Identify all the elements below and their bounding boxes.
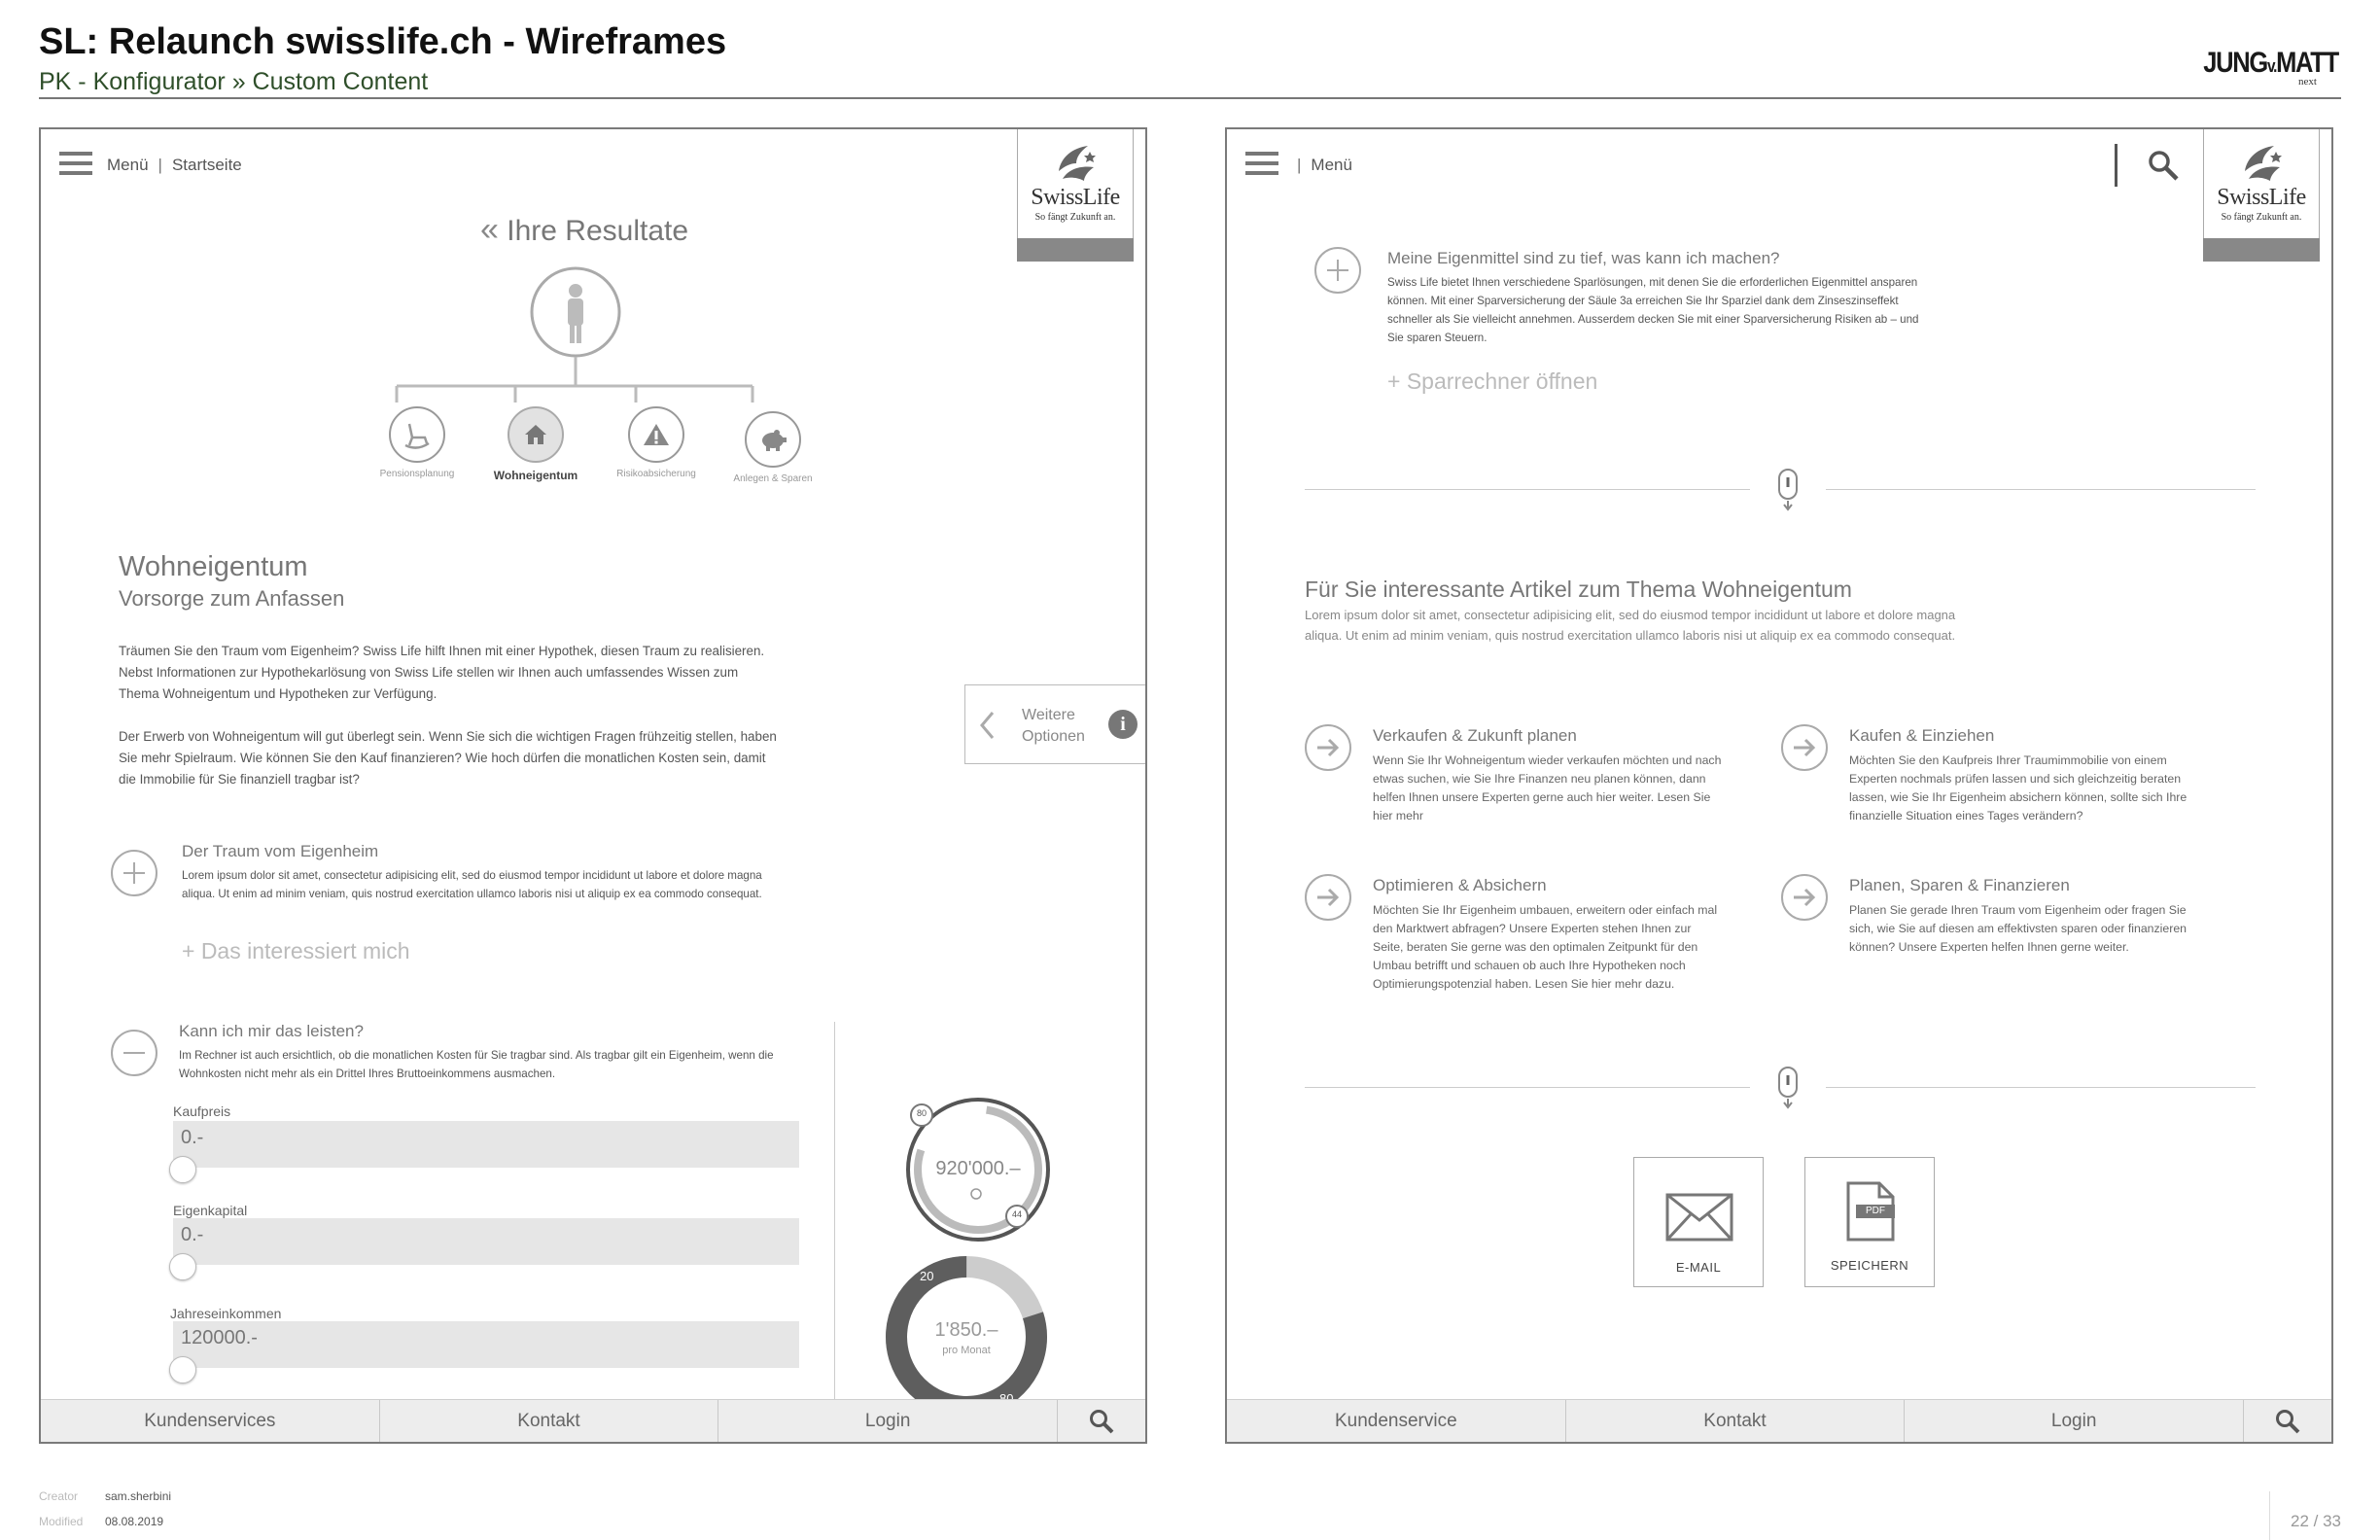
nav-menu-link[interactable]: Menü [1311, 156, 1352, 174]
price-gauge-badge-top: 80 [916, 1108, 927, 1118]
page-number-divider [2269, 1491, 2270, 1540]
article-optimieren[interactable]: Optimieren & Absichern Möchten Sie Ihr Eigenheim umbauen, erweitern oder einfach mal den Marktwert abfragen? Unsere Experten stehen Ihnen zur Seite, beraten Sie gerne was den optimalen Zeitpunkt für den Umbau betrifft und schauen ob auch Ihre Hypotheken noch Optimierungspotenzial haben. Lesen Sie hier mehr dazu. [1373, 876, 1718, 991]
expand-plus-icon[interactable] [1314, 247, 1361, 294]
left-footer-bar [41, 1399, 1145, 1442]
info-icon[interactable]: i [1108, 710, 1138, 739]
footer-contact[interactable]: Kontakt [380, 1400, 719, 1442]
equity-field[interactable]: 0.- [173, 1218, 799, 1265]
more-options-tab[interactable] [964, 684, 1147, 764]
price-gauge-badge-bottom: 44 [1011, 1209, 1022, 1219]
swisslife-logo[interactable]: SwissLife So fängt Zukunft an. [2203, 127, 2320, 262]
arrow-right-icon[interactable] [1781, 874, 1828, 921]
nav-home-link[interactable]: Startseite [171, 156, 242, 174]
results-title: Ihre Resultate [507, 215, 689, 247]
right-footer-bar [1227, 1399, 2331, 1442]
search-icon [1088, 1408, 1115, 1435]
person-icon [568, 284, 583, 343]
double-chevron-left-icon: « [480, 211, 499, 248]
category-wohneigentum[interactable]: Wohneigentum [471, 406, 601, 482]
footer-customer-service[interactable]: Kundenservices [41, 1400, 380, 1442]
scroll-mouse-icon [1773, 468, 1802, 512]
search-icon[interactable] [2147, 149, 2180, 182]
annual-income-slider-handle[interactable] [169, 1356, 196, 1383]
header-divider [2115, 144, 2118, 187]
arrow-right-icon[interactable] [1305, 874, 1351, 921]
collapse-minus-icon[interactable] [111, 1030, 158, 1076]
category-pensionsplanung[interactable]: Pensionsplanung [352, 406, 482, 479]
purchase-price-label: Kaufpreis [173, 1103, 231, 1119]
dream-text: Lorem ipsum dolor sit amet, consectetur adipisicing elit, sed do eiusmod tempor incididunt ut labore et dolore magna aliqua. Ut enim ad minim veniam, quis nostrud exercitation ullamco laboris nisi ut aliquip ex ea commodo consequat. [182, 869, 762, 900]
chevron-left-icon [979, 711, 997, 740]
document-title: SL: Relaunch swisslife.ch - Wireframes [39, 21, 727, 62]
nav-menu-link[interactable]: Menü [107, 156, 149, 174]
articles-title: Für Sie interessante Artikel zum Thema Wohneigentum [1305, 577, 1852, 602]
modified-label: Modified [39, 1515, 84, 1528]
dream-title: Der Traum vom Eigenheim [182, 842, 379, 860]
dream-interest-link[interactable]: + Das interessiert mich [182, 938, 410, 963]
left-wireframe-screen [39, 127, 1147, 1444]
intro-paragraph-2: Der Erwerb von Wohneigentum will gut überlegt sein. Wenn Sie sich die wichtigen Fragen frühzeitig stellen, haben Sie mehr Spielraum. Wie können Sie den Kauf finanzieren? Wie hoch dürfen die monatlichen Kosten sein, damit die Immobilie für Sie finanziell tragbar ist? [119, 729, 777, 787]
top-navigation: Menü | Startseite [107, 156, 242, 174]
arrow-right-icon[interactable] [1305, 724, 1351, 771]
modified-value: 08.08.2019 [105, 1515, 164, 1528]
footer-contact[interactable]: Kontakt [1566, 1400, 1906, 1442]
afford-text: Im Rechner ist auch ersichtlich, ob die monatlichen Kosten für Sie tragbar sind. Als tragbar gilt ein Eigenheim, wenn die Wohnkosten nicht mehr als ein Drittel Ihres Bruttoeinkommens ausmachen. [179, 1049, 774, 1080]
hamburger-menu-icon[interactable] [59, 152, 92, 175]
creator-label: Creator [39, 1489, 79, 1503]
category-anlegen-sparen[interactable]: Anlegen & Sparen [708, 411, 838, 484]
hamburger-menu-icon[interactable] [1245, 152, 1278, 175]
swisslife-logo[interactable]: SwissLife So fängt Zukunft an. [1017, 127, 1134, 262]
own-funds-text: Swiss Life bietet Ihnen verschiedene Sparlösungen, mit denen Sie die erforderlichen Eigenmittel ansparen können. Mit einer Sparversicherung der Säule 3a erreichen Sie Ihr Sparziel dank dem Zinseszinseffekt schneller als Sie vielleicht annehmen. Ausserdem decken Sie mit einer Sparversicherung Risiken ab – und Sie sparen Steuern. [1387, 276, 1919, 344]
afford-title: Kann ich mir das leisten? [179, 1022, 364, 1040]
more-options-label: Weitere Optionen [1022, 707, 1085, 745]
annual-income-label: Jahreseinkommen [170, 1306, 282, 1321]
email-share-button[interactable]: E-MAIL [1633, 1157, 1764, 1287]
search-icon [2274, 1408, 2301, 1435]
envelope-icon [1665, 1193, 1733, 1242]
purchase-price-slider-handle[interactable] [169, 1156, 196, 1183]
article-planen[interactable]: Planen, Sparen & Finanzieren Planen Sie gerade Ihren Traum vom Eigenheim oder fragen Sie sich, wie Sie auf diesen am effektivsten sparen oder finanzieren können? Unsere Experten helfen Ihnen gerne weiter. [1849, 876, 2188, 954]
right-wireframe-screen [1225, 127, 2333, 1444]
equity-label: Eigenkapital [173, 1203, 248, 1218]
creator-value: sam.sherbini [105, 1489, 172, 1503]
expand-plus-icon[interactable] [111, 850, 158, 896]
footer-customer-service[interactable]: Kundenservice [1227, 1400, 1566, 1442]
savings-calculator-link[interactable]: + Sparrechner öffnen [1387, 368, 1598, 394]
monthly-cost-value: 1'850.– [934, 1319, 998, 1341]
equity-slider-handle[interactable] [169, 1253, 196, 1280]
annual-income-field[interactable]: 120000.- [173, 1321, 799, 1368]
calculator-divider [834, 1022, 835, 1403]
save-pdf-button[interactable]: PDF SPEICHERN [1804, 1157, 1935, 1287]
purchase-price-field[interactable]: 0.- [173, 1121, 799, 1168]
swisslife-mark-icon [2241, 142, 2284, 183]
section-title: Wohneigentum [119, 551, 308, 582]
article-verkaufen[interactable]: Verkaufen & Zukunft planen Wenn Sie Ihr Wohneigentum wieder verkaufen möchten und nach etwas suchen, wie Sie Ihre Finanzen neu planen können, dann helfen Ihnen unsere Experten gerne auch hier weiter. Lesen Sie hier mehr [1373, 726, 1722, 822]
intro-paragraph-1: Träumen Sie den Traum vom Eigenheim? Swiss Life hilft Ihnen mit einer Hypothek, diesen Traum zu realisieren. Nebst Informationen zur Hypothekarlösung von Swiss Life stellen wir Ihnen auch umfassendes Wissen zum Thema Wohneigentum und Hypotheken zur Verfügung. [119, 644, 765, 701]
house-icon [508, 406, 564, 463]
article-kaufen[interactable]: Kaufen & Einziehen Möchten Sie den Kaufpreis Ihrer Traumimmobilie von einem Experten nochmals prüfen lassen und sich gleichzeitig beraten lassen, wie Sie Ihr Eigenheim absichern können, sollte sich Ihre finanzielle Situation eines Tages verändern? [1849, 726, 2188, 822]
header-divider [39, 97, 2341, 99]
section-subtitle: Vorsorge zum Anfassen [119, 586, 345, 611]
page-number: 22 / 33 [2291, 1512, 2341, 1530]
price-gauge [879, 1072, 1073, 1267]
own-funds-title: Meine Eigenmittel sind zu tief, was kann ich machen? [1387, 249, 1780, 267]
top-navigation: | Menü [1297, 156, 1352, 174]
document-subtitle: PK - Konfigurator » Custom Content [39, 68, 429, 95]
swisslife-mark-icon [1055, 142, 1098, 183]
arrow-right-icon[interactable] [1781, 724, 1828, 771]
agency-logo: JUNGv.MATT next [2203, 47, 2338, 88]
piggy-bank-icon [745, 411, 801, 468]
rocking-chair-icon [389, 406, 445, 463]
footer-login[interactable]: Login [1905, 1400, 2244, 1442]
category-risikoabsicherung[interactable]: Risikoabsicherung [591, 406, 721, 479]
articles-intro: Lorem ipsum dolor sit amet, consectetur adipisicing elit, sed do eiusmod tempor incididunt ut labore et dolore magna aliqua. Ut enim ad minim veniam, quis nostrud exercitation ullamco laboris nisi ut aliquip ex ea commodo consequat. [1305, 608, 1956, 643]
results-header[interactable] [480, 211, 688, 249]
footer-search-button[interactable] [1058, 1400, 1145, 1442]
footer-search-button[interactable] [2244, 1400, 2331, 1442]
footer-login[interactable]: Login [718, 1400, 1058, 1442]
scroll-mouse-icon [1773, 1066, 1802, 1110]
price-gauge-value: 920'000.– [935, 1158, 1021, 1179]
monthly-cost-unit: pro Monat [942, 1345, 991, 1356]
warning-icon [628, 406, 684, 463]
donut-label-top: 20 [920, 1269, 934, 1283]
